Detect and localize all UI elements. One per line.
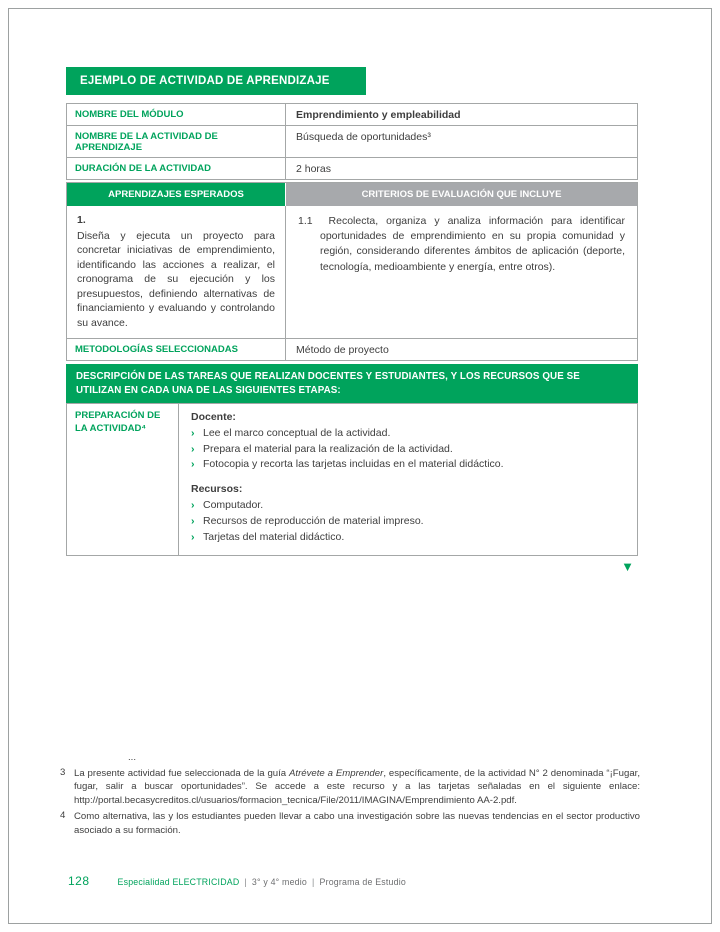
duration-label: DURACIÓN DE LA ACTIVIDAD bbox=[67, 158, 286, 179]
footer-separator: | bbox=[312, 877, 315, 887]
footnote-number: 4 bbox=[60, 810, 66, 822]
list-item bbox=[191, 426, 625, 442]
evaluation-criteria-cell bbox=[286, 206, 637, 338]
duration-value: 2 horas bbox=[296, 163, 332, 175]
footnote-3-pre: La presente actividad fue seleccionada de la guía bbox=[74, 768, 290, 779]
chevron-bullet-icon: › bbox=[191, 514, 195, 527]
activity-table bbox=[66, 103, 638, 574]
activity-name-value: Búsqueda de oportunidades³ bbox=[296, 131, 431, 143]
learning-criteria-block bbox=[66, 182, 638, 361]
expected-learning-number: 1. bbox=[77, 214, 86, 226]
list-item bbox=[191, 498, 625, 514]
footnote-4-text: Como alternativa, las y los estudiantes pueden llevar a cabo una investigación sobre las nuevas tendencias en el sector productivo asociado a su formación. bbox=[74, 811, 640, 836]
footer-program: Programa de Estudio bbox=[319, 877, 406, 887]
docente-heading: Docente: bbox=[191, 410, 236, 423]
preparation-row bbox=[67, 404, 637, 556]
footer-meta bbox=[118, 877, 406, 887]
methodology-row bbox=[67, 339, 637, 360]
module-name-label: NOMBRE DEL MÓDULO bbox=[67, 104, 286, 125]
page-footer bbox=[68, 874, 406, 888]
expected-learning-header: APRENDIZAJES ESPERADOS bbox=[67, 183, 286, 206]
chevron-bullet-icon: › bbox=[191, 442, 195, 455]
tasks-description-banner: DESCRIPCIÓN DE LAS TAREAS QUE REALIZAN DOCENTES Y ESTUDIANTES, Y LOS RECURSOS QUE SE UTILIZAN EN CADA UNA DE LAS SIGUIENTES ETAPAS: bbox=[66, 364, 638, 402]
list-item bbox=[191, 457, 625, 473]
preparation-block bbox=[66, 403, 638, 557]
learning-criteria-row bbox=[67, 206, 637, 339]
chevron-bullet-icon: › bbox=[191, 530, 195, 543]
evaluation-criteria-header: CRITERIOS DE EVALUACIÓN QUE INCLUYE bbox=[286, 183, 637, 206]
methodology-value: Método de proyecto bbox=[296, 344, 389, 357]
list-item-text: Fotocopia y recorta las tarjetas incluidas en el material didáctico. bbox=[203, 458, 504, 471]
activity-title: EJEMPLO DE ACTIVIDAD DE APRENDIZAJE bbox=[80, 75, 330, 87]
footnote bbox=[58, 767, 640, 807]
list-item-text: Computador. bbox=[203, 499, 264, 512]
recursos-heading: Recursos: bbox=[191, 483, 243, 496]
table-header-row bbox=[67, 183, 637, 206]
footnote-continuation-ellipsis: ... bbox=[128, 752, 136, 763]
expected-learning-text: Diseña y ejecuta un proyecto para concretar iniciativas de emprendimiento, identificando las acciones a realizar, el cronograma de su ejecución y los presupuestos, definiendo alternativas de financiamiento y evaluando y controlando su avance. bbox=[77, 230, 275, 329]
footnotes-section bbox=[58, 752, 640, 840]
list-item bbox=[191, 514, 625, 530]
criteria-text: Recolecta, organiza y analiza información para identificar oportunidades de emprendimiento en su propia comunidad y región, considerando diferentes ámbitos de aplicación (deporte, tecnología, medioambiente y energía, entre otros). bbox=[320, 215, 625, 273]
module-name-value: Emprendimiento y empleabilidad bbox=[296, 109, 461, 121]
footnote-number: 3 bbox=[60, 767, 66, 778]
activity-name-label: NOMBRE DE LA ACTIVIDAD DE APRENDIZAJE bbox=[67, 126, 286, 157]
footnote-3-text bbox=[74, 767, 640, 807]
list-item-text: Recursos de reproducción de material impreso. bbox=[203, 514, 424, 527]
footnote-3-mid: , específicamente, de la actividad N° 2 denominada “¡Fugar, fugar, salir a buscar oportunidades”. Se accede a este recurso y a las tarjetas señaladas en el siguiente enlace: bbox=[74, 768, 640, 793]
footnote-3-post: . bbox=[514, 794, 517, 806]
list-item-text: Tarjetas del material didáctico. bbox=[203, 530, 345, 543]
table-row bbox=[67, 104, 637, 126]
list-item bbox=[191, 530, 625, 546]
footer-separator: | bbox=[244, 877, 247, 887]
info-rows-block bbox=[66, 103, 638, 180]
preparation-content bbox=[179, 404, 637, 556]
criteria-number: 1.1 bbox=[298, 215, 313, 227]
table-row bbox=[67, 126, 637, 158]
table-row bbox=[67, 158, 637, 179]
list-item bbox=[191, 442, 625, 458]
criteria-item bbox=[298, 214, 625, 275]
table-continuation-arrow-icon: ▼ bbox=[621, 559, 634, 575]
list-item-text: Lee el marco conceptual de la actividad. bbox=[203, 426, 391, 439]
recursos-items-list bbox=[191, 498, 625, 545]
chevron-bullet-icon: › bbox=[191, 426, 195, 439]
footnote-3-url-link[interactable]: http://portal.becasycreditos.cl/usuarios/formacion_tecnica/File/2011/IMAGINA/Emprendimiento AA-2.pdf bbox=[74, 794, 515, 806]
docente-items-list bbox=[191, 426, 625, 473]
methodology-label: METODOLOGÍAS SELECCIONADAS bbox=[67, 339, 286, 360]
footer-grade: 3° y 4° medio bbox=[251, 877, 308, 887]
preparation-label: PREPARACIÓN DE LA ACTIVIDAD⁴ bbox=[67, 404, 179, 556]
activity-title-bar bbox=[66, 67, 366, 95]
page-number: 128 bbox=[68, 874, 90, 888]
chevron-bullet-icon: › bbox=[191, 499, 195, 512]
chevron-bullet-icon: › bbox=[191, 458, 195, 471]
list-item-text: Prepara el material para la realización de la actividad. bbox=[203, 442, 453, 455]
footnote bbox=[58, 810, 640, 837]
footer-specialty: Especialidad ELECTRICIDAD bbox=[117, 877, 240, 887]
footnote-3-guide-title: Atrévete a Emprender bbox=[289, 768, 384, 779]
expected-learning-cell bbox=[67, 206, 286, 338]
